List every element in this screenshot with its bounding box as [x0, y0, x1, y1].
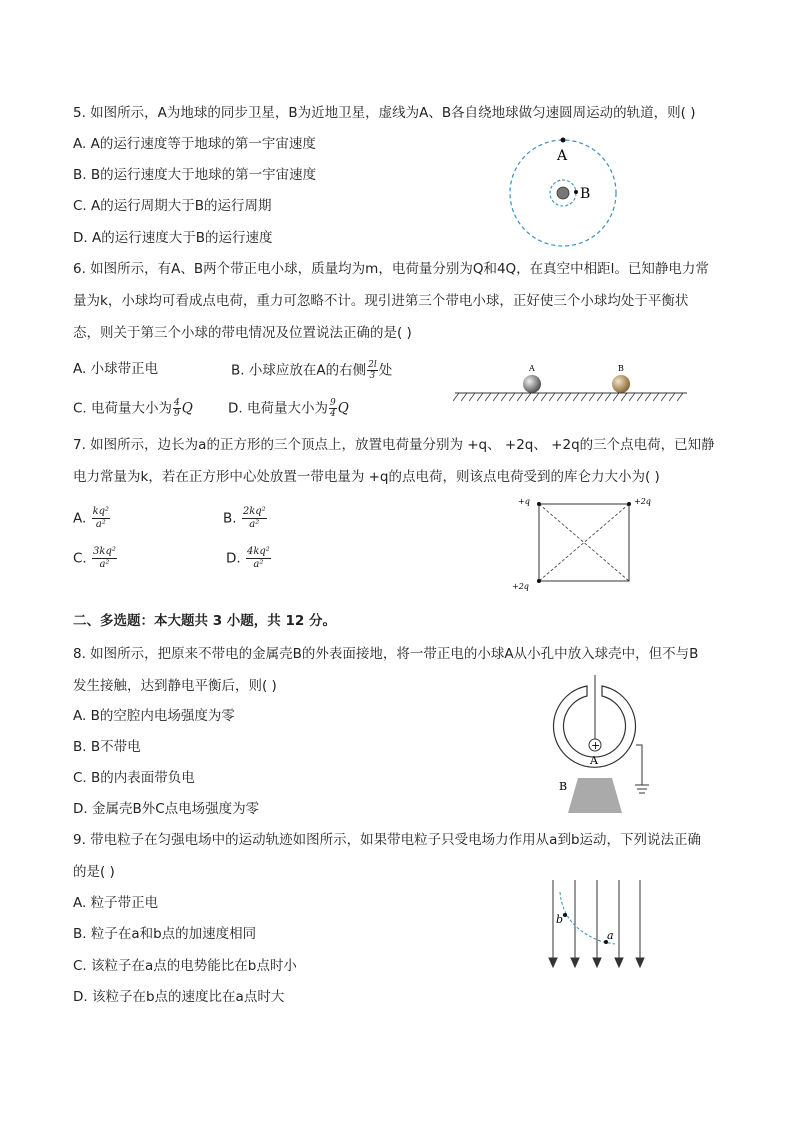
fig-label-a: a — [607, 929, 614, 942]
q5-stem: 5. 如图所示，A为地球的同步卫星，B为近地卫星，虚线为A、B各自绕地球做匀速圆周运动的轨道，则( ) — [73, 105, 696, 121]
fig-label-ball-a: A — [529, 364, 535, 373]
q6-option-b-fraction: $\frac{2l}{3}$ — [368, 360, 377, 381]
q8-stem-2: 发生接触，达到静电平衡后，则( ) — [73, 678, 277, 694]
q6-stem-3: 态，则关于第三个小球的带电情况及位置说法正确的是( ) — [73, 325, 412, 341]
q7-stem-2: 电力常量为k，若在正方形中心处放置一带电量为 +q的点电荷，则该点电荷受到的库仑力大小为( ) — [73, 469, 660, 485]
svg-text:+: + — [591, 739, 601, 752]
q8-option-b[interactable]: B. B不带电 — [73, 739, 141, 755]
q5-option-d[interactable]: D. A的运行速度大于B的运行速度 — [73, 230, 273, 246]
q7-option-b[interactable]: B. $\frac{\text{2kq²}}{\text{a²}}$ — [223, 506, 266, 530]
q6-option-b-text: B. 小球应放在A的右侧 — [231, 362, 367, 379]
charge-tr: +2q — [634, 497, 651, 506]
q6-option-c-fraction: $\frac{4}{9}$ — [174, 398, 180, 419]
charge-bl: +2q — [512, 582, 529, 591]
q6-balls-figure — [455, 362, 690, 407]
q7-stem-1: 7. 如图所示，边长为a的正方形的三个顶点上，放置电荷量分别为 +q、 +2q、 +2q的三个点电荷，已知静 — [73, 437, 715, 453]
satellite-b — [574, 190, 578, 194]
q8-option-a[interactable]: A. B的空腔内电场强度为零 — [73, 708, 235, 724]
q7-option-d[interactable]: D. $\frac{\text{4kq²}}{\text{a²}}$ — [226, 546, 270, 570]
q5-option-c[interactable]: C. A的运行周期大于B的运行周期 — [73, 198, 272, 214]
q8-option-c[interactable]: C. B的内表面带负电 — [73, 770, 195, 786]
fig-label-b: B — [559, 780, 568, 793]
q6-option-a[interactable]: A. 小球带正电 — [73, 361, 159, 377]
q9-option-a[interactable]: A. 粒子带正电 — [73, 895, 159, 911]
q7-option-a[interactable]: A. $\frac{\text{kq²}}{\text{a²}}$ — [73, 506, 110, 530]
q8-stem-1: 8. 如图所示，把原来不带电的金属壳B的外表面接地，将一带正电的小球A从小孔中放入球壳中，但不与B — [73, 646, 699, 662]
q9-stem-1: 9. 带电粒子在匀强电场中的运动轨迹如图所示，如果带电粒子只受电场力作用从a到b运动，下列说法正确 — [73, 832, 702, 848]
q6-stem-2: 量为k，小球均可看成点电荷，重力可忽略不计。现引进第三个带电小球，正好使三个小球均处于平衡状 — [73, 293, 689, 309]
satellite-a — [561, 138, 566, 143]
q6-stem-1: 6. 如图所示，有A、B两个带正电小球，质量均为m，电荷量分别为Q和4Q，在真空中相距l。已知静电力常 — [73, 261, 709, 277]
q6-option-d-fraction: $\frac{9}{4}$ — [329, 398, 336, 419]
q9-option-b[interactable]: B. 粒子在a和b点的加速度相同 — [73, 926, 257, 942]
q5-orbit-figure — [505, 138, 625, 248]
fig-label-ball-b: B — [618, 364, 624, 373]
q7-option-c[interactable]: C. $\frac{\text{3kq²}}{\text{a²}}$ — [73, 546, 116, 570]
q6-option-c[interactable]: C. 电荷量大小为 $\frac{4}{9}$ Q — [73, 398, 193, 419]
fig-label-a: A — [590, 754, 598, 767]
q5-option-b[interactable]: B. B的运行速度大于地球的第一宇宙速度 — [73, 167, 317, 183]
q9-field-figure — [545, 878, 645, 970]
fig-label-a: A — [557, 148, 568, 164]
q9-option-c[interactable]: C. 该粒子在a点的电势能比在b点时小 — [73, 958, 297, 974]
earth-icon — [557, 187, 569, 199]
charge-tl: +q — [518, 497, 530, 506]
fig-label-b: B — [580, 186, 591, 202]
ball-b — [612, 375, 630, 393]
q8-option-d[interactable]: D. 金属壳B外C点电场强度为零 — [73, 801, 260, 817]
q9-option-d[interactable]: D. 该粒子在b点的速度比在a点时大 — [73, 989, 285, 1005]
base — [568, 778, 622, 813]
ground-wire — [636, 745, 642, 785]
fig-label-b: b — [556, 913, 564, 926]
q6-option-b[interactable]: B. 小球应放在A的右侧 $\frac{2l}{3}$ 处 — [231, 360, 393, 381]
q9-stem-2: 的是( ) — [73, 864, 115, 880]
q7-square-figure — [510, 493, 660, 593]
q6-option-d[interactable]: D. 电荷量大小为 $\frac{9}{4}$ Q — [228, 398, 349, 419]
ball-a — [523, 375, 541, 393]
section-2-title: 二、多选题：本大题共 3 小题，共 12 分。 — [73, 613, 336, 629]
q5-option-a[interactable]: A. A的运行速度等于地球的第一宇宙速度 — [73, 136, 316, 152]
q8-shell-figure — [540, 675, 660, 815]
